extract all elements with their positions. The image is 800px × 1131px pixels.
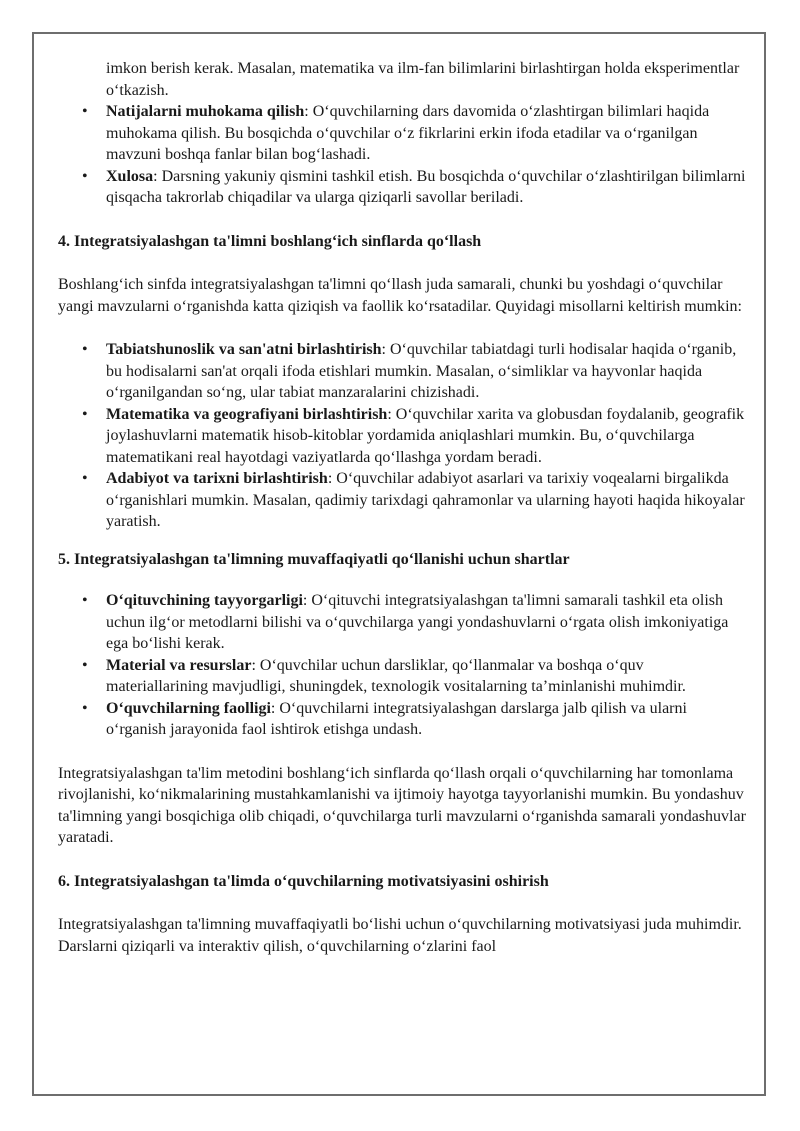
list-item-text: imkon berish kerak. Masalan, matematika va ilm-fan bilimlarini birlashtirgan holda eksperimentlar o‘tkazish. xyxy=(106,60,740,99)
list-item-term: Tabiatshunoslik va san'atni birlashtirish xyxy=(106,341,382,358)
list-item xyxy=(106,655,748,698)
list-item-term: O‘qituvchining tayyorgarligi xyxy=(106,592,303,609)
list-item xyxy=(106,101,748,166)
list-item xyxy=(106,166,748,209)
list-item-term: Material va resurslar xyxy=(106,656,252,674)
list-item-term: Matematika va geografiyani birlashtirish xyxy=(106,405,388,423)
section-4-heading: 4. Integratsiyalashgan ta'limni boshlang‘ich sinflarda qo‘llash xyxy=(58,232,482,250)
section-6-intro: Integratsiyalashgan ta'limning muvaffaqiyatli bo‘lishi uchun o‘quvchilarning motivatsiyasi juda muhimdir. Darslarni qiziqarli va interaktiv qilish, o‘quvchilarning o‘zlarini faol xyxy=(58,916,742,955)
list-item-text: : O‘quvchilarni integratsiyalashgan darslarga jalb qilish va ularni o‘rganish jarayonida faol ishtirok etishga undash. xyxy=(106,699,687,738)
list-item-term: Natijalarni muhokama qilish xyxy=(106,103,305,120)
top-bullet-list xyxy=(58,58,748,209)
list-item-text: : O‘quvchilar tabiatdagi turli hodisalar haqida o‘rganib, bu hodisalarni san'at orqali ifoda etishlari mumkin. Masalan, o‘simliklar va hayvonlar haqida o‘rganilgandan so‘ng, ular tabiat manzaralarini chizishadi. xyxy=(106,341,737,401)
list-item xyxy=(106,590,748,655)
section-5-heading: 5. Integratsiyalashgan ta'limning muvaffaqiyatli qo‘llanishi uchun shartlar xyxy=(58,550,570,568)
list-item-text: : O‘quvchilar uchun darsliklar, qo‘llanmalar va boshqa o‘quv materiallarining mavjudligi, shuningdek, texnologik vositalarning ta’minlanishi muhimdir. xyxy=(106,656,686,695)
section-5-conclusion: Integratsiyalashgan ta'lim metodini boshlang‘ich sinflarda qo‘llash orqali o‘quvchilarning har tomonlama rivojlanishi, ko‘nikmalarining mustahkamlanishi va ijtimoiy hayotga tayyorlanishi mumkin. Bu yondashuv ta'limning yangi bosqichiga olib chiqadi, o‘quvchilarga turli mavzularni o‘rganishda samarali yondashuvlar yaratadi. xyxy=(58,764,746,846)
list-item-term: O‘quvchilarning faolligi xyxy=(106,699,271,717)
section-6-heading: 6. Integratsiyalashgan ta'limda o‘quvchilarning motivatsiyasini oshirish xyxy=(58,872,549,890)
list-item-continuation xyxy=(106,58,748,101)
list-item-text: : O‘qituvchi integratsiyalashgan ta'limni samarali tashkil eta olish uchun ilg‘or metodlarni bilishi va o‘quvchilarga yangi yondashuvlarni o‘rgata olish imkoniyatiga ega bo‘lishi kerak. xyxy=(106,592,729,652)
section-4-bullet-list xyxy=(58,339,748,533)
list-item-term: Xulosa xyxy=(106,167,154,185)
list-item-text: : O‘quvchilar adabiyot asarlari va tarixiy voqealarni birgalikda o‘rganishlari mumkin. Masalan, qadimiy tarixdagi qahramonlar va ularning hayoti haqida hikoyalar yaratish. xyxy=(106,470,745,530)
list-item-text: : O‘quvchilar xarita va globusdan foydalanib, geografik joylashuvlarni matematik hisob-kitoblar yordamida aniqlashlari mumkin. Bu, o‘quvchilarga matematikani real hayotdagi vaziyatlarda qo‘llashga yordam beradi. xyxy=(106,405,745,466)
list-item-text: : Darsning yakuniy qismini tashkil etish. Bu bosqichda o‘quvchilar o‘zlashtirilgan bilimlarni qisqacha takrorlab chiqadilar va ularga qiziqarli savollar beriladi. xyxy=(106,167,746,206)
section-4-intro: Boshlang‘ich sinfda integratsiyalashgan ta'limni qo‘llash juda samarali, chunki bu yoshdagi o‘quvchilar yangi mavzularni o‘rganishda katta qiziqish va faollik ko‘rsatadilar. Quyidagi misollarni keltirish mumkin: xyxy=(58,276,742,315)
section-5-bullet-list xyxy=(58,590,748,741)
list-item-term: Adabiyot va tarixni birlashtirish xyxy=(106,470,328,487)
list-item-text: : O‘quvchilarning dars davomida o‘zlashtirgan bilimlari haqida muhokama qilish. Bu bosqichda o‘quvchilar o‘z fikrlarini erkin ifoda etadilar va o‘rganilgan mavzuni boshqa fanlar bilan bog‘lashadi. xyxy=(106,103,710,163)
document-body xyxy=(58,58,748,957)
list-item xyxy=(106,698,748,741)
list-item xyxy=(106,468,748,533)
list-item xyxy=(106,339,748,404)
list-item xyxy=(106,404,748,469)
